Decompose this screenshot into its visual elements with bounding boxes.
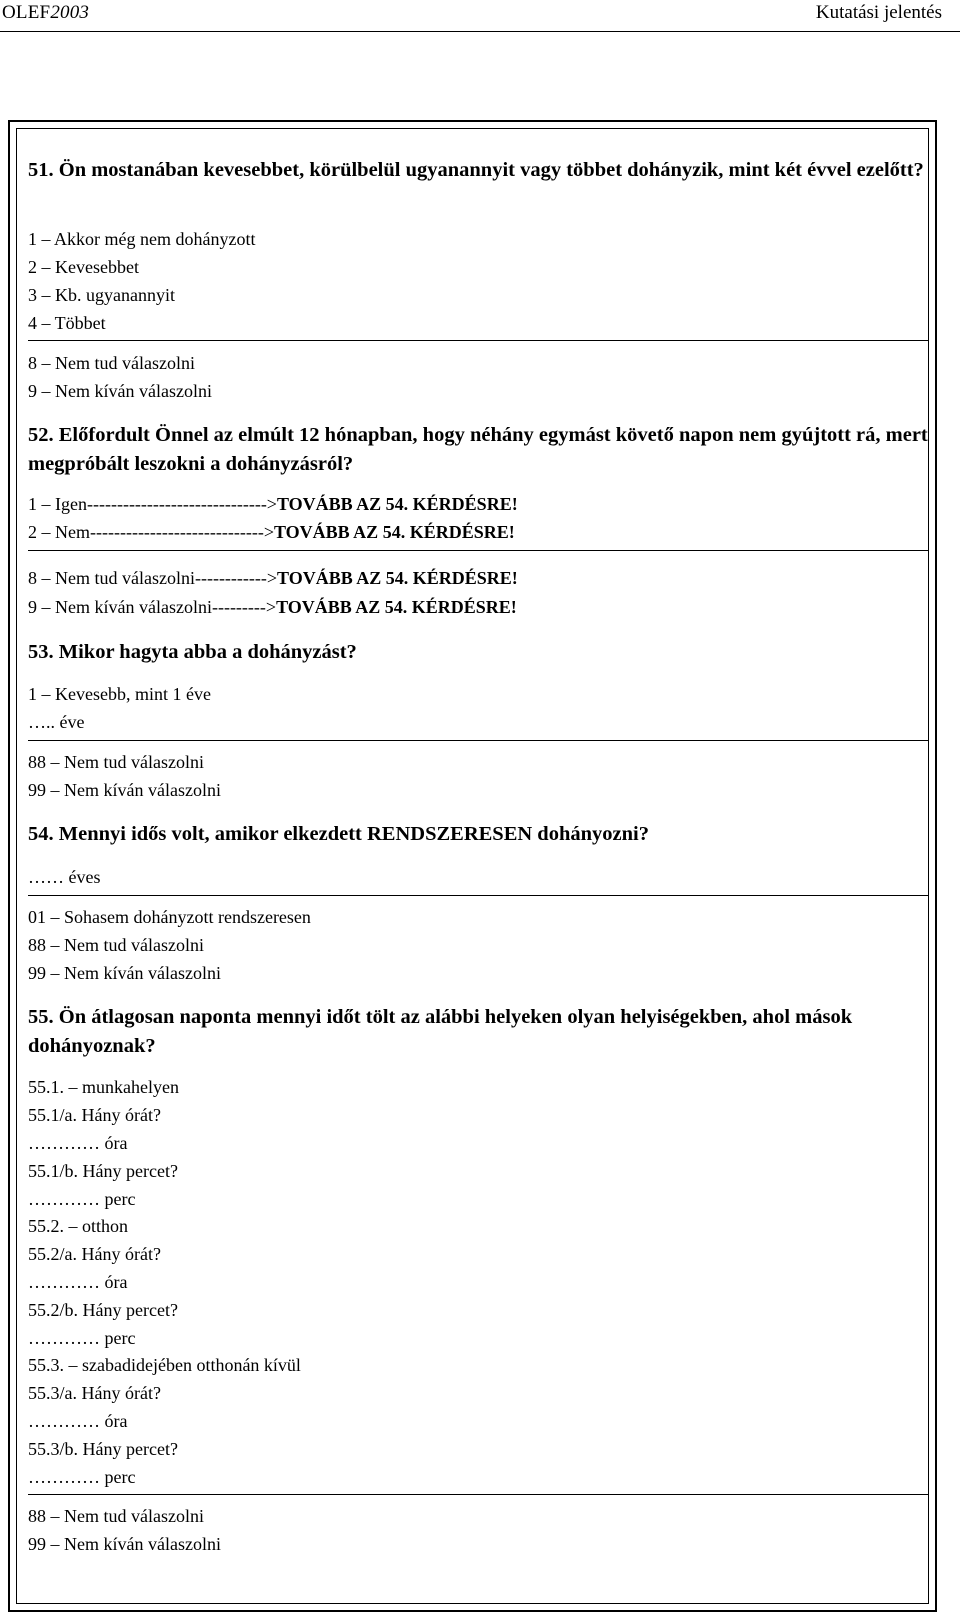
- q52-option-2-label: 2 – Nem----------------------------->: [28, 522, 274, 542]
- q53-title: 53. Mikor hagyta abba a dohányzást?: [28, 641, 357, 663]
- q55-title: 55. Ön átlagosan naponta mennyi időt tölt az alábbi helyeken olyan helyiségekben, ahol mások dohányoznak?: [28, 1006, 853, 1057]
- q51-title: 51. Ön mostanában kevesebbet, körülbelül ugyanannyit vagy többet dohányzik, mint két évvel ezelőtt?: [28, 159, 924, 181]
- q51-option-9: 9 – Nem kíván válaszolni: [28, 381, 212, 401]
- q54-option-88: 88 – Nem tud válaszolni: [28, 935, 204, 955]
- q55-divider: [28, 1494, 928, 1495]
- q53-years-blank: ….. éve: [28, 712, 85, 732]
- q55-option-88: 88 – Nem tud válaszolni: [28, 1506, 204, 1526]
- q52-option-8-label: 8 – Nem tud válaszolni------------>: [28, 568, 278, 588]
- q55-option-99: 99 – Nem kíván válaszolni: [28, 1534, 221, 1554]
- q52-option-9-label: 9 – Nem kíván válaszolni--------->: [28, 597, 277, 617]
- q52-title: 52. Előfordult Önnel az elmúlt 12 hónapban, hogy néhány egymást követő napon nem gyújtott rá, mert megpróbált leszokni a dohányzásról?: [28, 424, 928, 475]
- header-rule: [0, 31, 960, 32]
- q53-option-88: 88 – Nem tud válaszolni: [28, 752, 204, 772]
- q55-home-minutes-blank: ………… perc: [28, 1328, 136, 1348]
- q52-option-1-jump: TOVÁBB AZ 54. KÉRDÉSRE!: [276, 494, 518, 514]
- header-doc-code-year: 2003: [50, 2, 90, 23]
- q52-option-1-label: 1 – Igen------------------------------>: [28, 494, 277, 514]
- q55-workplace-minutes-prompt: 55.1/b. Hány percet?: [28, 1161, 178, 1181]
- q55-leisure-hours-prompt: 55.3/a. Hány órát?: [28, 1383, 161, 1403]
- q52-option-1: [28, 493, 518, 515]
- q52-option-9: [28, 596, 517, 618]
- q51-option-2: 2 – Kevesebbet: [28, 257, 139, 277]
- q51-divider: [28, 340, 928, 341]
- q55-home-hours-blank: ………… óra: [28, 1272, 128, 1292]
- header-doc-code-plain: OLEF: [2, 2, 51, 23]
- q54-title: 54. Mennyi idős volt, amikor elkezdett RENDSZERESEN dohányozni?: [28, 823, 649, 845]
- q55-leisure: 55.3. – szabadidejében otthonán kívül: [28, 1355, 301, 1375]
- q55-workplace-hours-prompt: 55.1/a. Hány órát?: [28, 1105, 161, 1125]
- q52-divider: [28, 550, 928, 551]
- q51-option-8: 8 – Nem tud válaszolni: [28, 353, 195, 373]
- q52-option-8-jump: TOVÁBB AZ 54. KÉRDÉSRE!: [277, 568, 518, 588]
- q52-option-2-jump: TOVÁBB AZ 54. KÉRDÉSRE!: [273, 522, 515, 542]
- q55-home-minutes-prompt: 55.2/b. Hány percet?: [28, 1300, 178, 1320]
- q55-leisure-minutes-blank: ………… perc: [28, 1467, 136, 1487]
- q51-option-3: 3 – Kb. ugyanannyit: [28, 285, 175, 305]
- q54-option-01: 01 – Sohasem dohányzott rendszeresen: [28, 907, 311, 927]
- q52-option-8: [28, 567, 518, 589]
- q55-home-hours-prompt: 55.2/a. Hány órát?: [28, 1244, 161, 1264]
- header-doc-code: [2, 2, 89, 24]
- q55-home: 55.2. – otthon: [28, 1216, 129, 1236]
- q51-option-4: 4 – Többet: [28, 313, 106, 333]
- q55-leisure-minutes-prompt: 55.3/b. Hány percet?: [28, 1439, 178, 1459]
- q53-option-1: 1 – Kevesebb, mint 1 éve: [28, 684, 211, 704]
- q51-option-1: 1 – Akkor még nem dohányzott: [28, 229, 256, 249]
- q55-leisure-hours-blank: ………… óra: [28, 1411, 128, 1431]
- q53-divider: [28, 740, 928, 741]
- q55-workplace-hours-blank: ………… óra: [28, 1133, 128, 1153]
- q52-option-9-jump: TOVÁBB AZ 54. KÉRDÉSRE!: [276, 597, 517, 617]
- q53-option-99: 99 – Nem kíván válaszolni: [28, 780, 221, 800]
- q54-option-99: 99 – Nem kíván válaszolni: [28, 963, 221, 983]
- q54-divider: [28, 895, 928, 896]
- q54-age-blank: …… éves: [28, 867, 101, 887]
- header-doc-type: Kutatási jelentés: [815, 2, 942, 23]
- q52-option-2: [28, 521, 515, 543]
- q55-workplace-minutes-blank: ………… perc: [28, 1189, 136, 1209]
- page-header: [0, 0, 960, 36]
- q55-workplace: 55.1. – munkahelyen: [28, 1077, 179, 1097]
